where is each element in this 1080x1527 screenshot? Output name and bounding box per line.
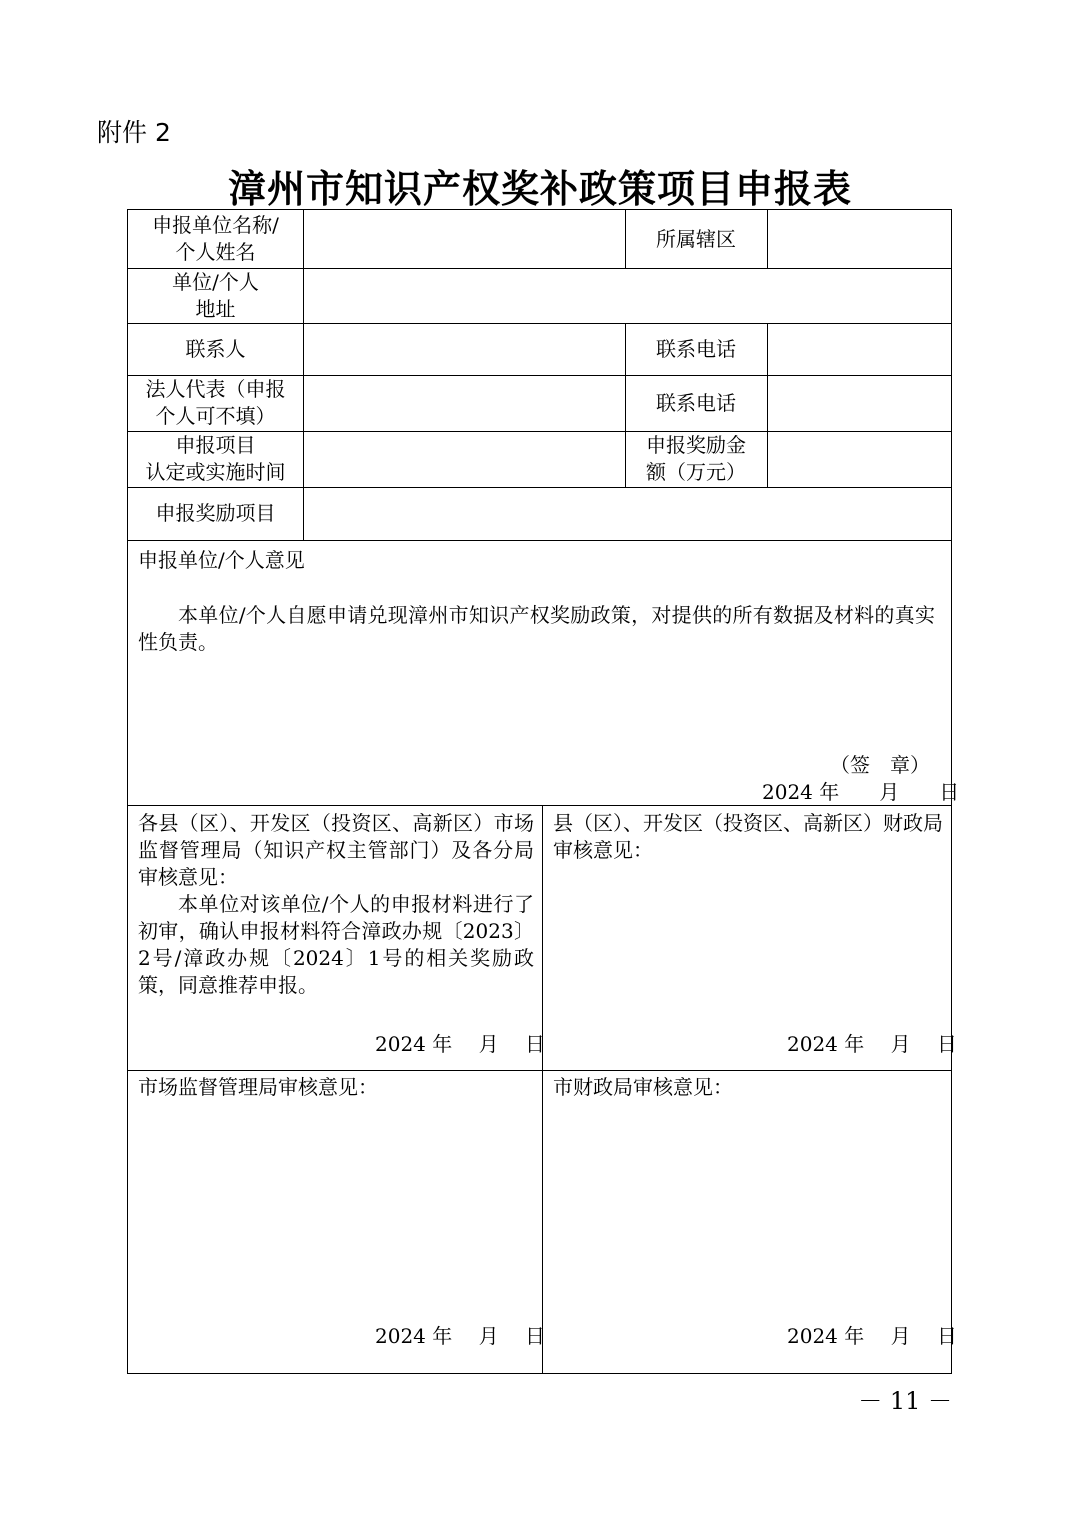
input-representative-phone[interactable] [768, 375, 951, 431]
label-reward-amount: 申报奖励金 额（万元） [646, 433, 746, 484]
label-contact-person: 联系人 [185, 336, 246, 361]
row-divider [128, 805, 951, 806]
column-divider [542, 805, 543, 1373]
input-contact-person[interactable] [304, 323, 625, 375]
county-finance-date: 2024 年 月 日 [787, 1032, 957, 1056]
label-contact-phone: 联系电话 [656, 336, 736, 361]
county-market-opinion: 本单位对该单位/个人的申报材料进行了初审，确认申报材料符合漳政办规〔2023〕2号/漳政办规〔2024〕1号的相关奖励政策，同意推荐申报。 [138, 892, 534, 997]
seal-label: （签 章） [830, 753, 930, 777]
label-applicant-name: 申报单位名称/ 个人姓名 [152, 213, 279, 264]
form-title: 漳州市知识产权奖补政策项目申报表 [227, 167, 852, 211]
city-market-heading: 市场监督管理局审核意见： [138, 1075, 378, 1099]
county-finance-heading: 县（区）、开发区（投资区、高新区）财政局审核意见： [553, 811, 943, 862]
input-district[interactable] [768, 210, 951, 268]
input-address[interactable] [304, 268, 951, 323]
label-representative-phone: 联系电话 [656, 390, 736, 415]
page-number: － 11 － [858, 1387, 952, 1415]
county-market-date: 2024 年 月 日 [375, 1032, 545, 1056]
input-reward-project[interactable] [304, 487, 951, 540]
input-project-time[interactable] [304, 431, 625, 487]
label-project-time: 申报项目 认定或实施时间 [145, 433, 286, 484]
row-divider [128, 1070, 951, 1071]
city-market-date: 2024 年 月 日 [375, 1324, 545, 1348]
label-reward-project: 申报奖励项目 [155, 501, 276, 525]
label-legal-representative: 法人代表（申报 个人可不填） [145, 377, 286, 428]
application-form-table [127, 209, 960, 1374]
input-applicant-name[interactable] [304, 210, 625, 268]
applicant-date: 2024 年 月 日 [762, 780, 960, 804]
applicant-opinion-heading: 申报单位/个人意见 [138, 548, 305, 572]
city-finance-heading: 市财政局审核意见： [553, 1075, 733, 1099]
label-address: 单位/个人 地址 [172, 269, 259, 321]
city-finance-date: 2024 年 月 日 [787, 1324, 957, 1348]
county-market-heading: 各县（区）、开发区（投资区、高新区）市场监督管理局（知识产权主管部门）及各分局审核意见： [138, 811, 534, 889]
input-reward-amount[interactable] [768, 431, 951, 487]
applicant-declaration: 本单位/个人自愿申请兑现漳州市知识产权奖励政策，对提供的所有数据及材料的真实性负责。 [138, 603, 935, 654]
input-contact-phone[interactable] [768, 323, 951, 375]
attachment-label: 附件 2 [97, 118, 171, 147]
input-legal-representative[interactable] [304, 375, 625, 431]
row-divider [128, 540, 951, 541]
label-district: 所属辖区 [656, 226, 736, 251]
